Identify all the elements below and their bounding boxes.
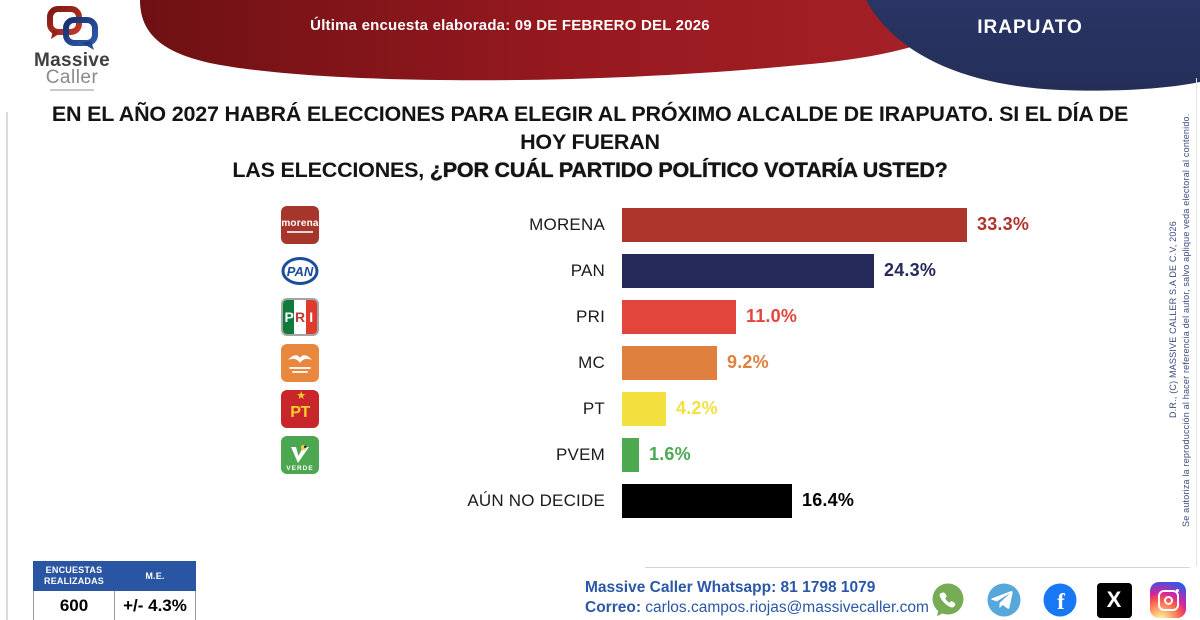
whatsapp-number: 81 1798 1079 bbox=[780, 579, 876, 596]
bar-label-1: PAN bbox=[570, 261, 605, 280]
bar-value-3: 9.2% bbox=[727, 352, 769, 372]
bar-label-2: PRI bbox=[576, 307, 605, 326]
disclaimer-vertical-text: Se autoriza la reproducción al hacer referencia del autor, salvo aplique veda electoral al contenido. bbox=[1181, 113, 1191, 527]
bar-value-2: 11.0% bbox=[746, 306, 798, 326]
bar-value-0: 33.3% bbox=[977, 214, 1030, 234]
bar-5 bbox=[622, 438, 639, 472]
bar-label-6: AÚN NO DECIDE bbox=[467, 491, 605, 510]
logo-word-caller: Caller bbox=[45, 67, 99, 88]
stats-value-me: +/- 4.3% bbox=[115, 591, 196, 620]
instagram-icon[interactable] bbox=[1149, 581, 1187, 619]
facebook-icon[interactable] bbox=[1041, 581, 1079, 619]
stats-header-encuestas: ENCUESTAS REALIZADAS bbox=[34, 562, 115, 591]
whatsapp-icon[interactable] bbox=[929, 581, 967, 619]
bar-value-6: 16.4% bbox=[802, 490, 855, 510]
pvem-logo: VERDE bbox=[281, 436, 319, 474]
bar-label-3: MC bbox=[578, 353, 605, 372]
svg-text:PAN: PAN bbox=[286, 264, 314, 279]
whatsapp-label: Massive Caller Whatsapp: bbox=[585, 579, 777, 596]
bar-value-5: 1.6% bbox=[649, 444, 691, 464]
last-survey-banner: Última encuesta elaborada: 09 DE FEBRERO DEL 2026 bbox=[310, 17, 710, 34]
stats-value-encuestas: 600 bbox=[34, 591, 115, 620]
question-line2-prefix: LAS ELECCIONES, bbox=[232, 158, 430, 182]
footer-divider bbox=[645, 567, 1190, 568]
copyright-vertical-text: D.R., (C) MASSIVE CALLER S.A DE C.V, 2026 bbox=[1168, 221, 1178, 419]
x-icon[interactable]: X bbox=[1095, 581, 1133, 619]
email-address[interactable]: carlos.campos.riojas@massivecaller.com bbox=[645, 599, 929, 616]
contact-block bbox=[585, 578, 929, 618]
pt-logo: ★ PT bbox=[281, 390, 319, 428]
bar-label-4: PT bbox=[582, 399, 605, 418]
bar-label-0: MORENA bbox=[529, 215, 605, 234]
bar-0 bbox=[622, 208, 967, 242]
bar-6 bbox=[622, 484, 792, 518]
whatsapp-line bbox=[585, 578, 929, 598]
question-line1: EN EL AÑO 2027 HABRÁ ELECCIONES PARA ELEGIR AL PRÓXIMO ALCALDE DE IRAPUATO. SI EL DÍA DE HOY FUERAN bbox=[51, 102, 1129, 154]
bar-label-5: PVEM bbox=[556, 445, 605, 464]
question-line2-emphasis: ¿POR CUÁL PARTIDO POLÍTICO VOTARÍA USTED? bbox=[429, 158, 948, 182]
svg-text:f: f bbox=[1057, 589, 1065, 614]
bar-3 bbox=[622, 346, 717, 380]
bar-1 bbox=[622, 254, 874, 288]
slide-edge-right bbox=[1196, 78, 1197, 566]
telegram-icon[interactable] bbox=[985, 581, 1023, 619]
sample-stats-table bbox=[33, 561, 196, 620]
bar-2 bbox=[622, 300, 736, 334]
city-label: IRAPUATO bbox=[977, 17, 1083, 38]
bar-4 bbox=[622, 392, 666, 426]
morena-logo: morena bbox=[281, 206, 319, 244]
email-label: Correo: bbox=[585, 599, 641, 616]
bar-value-1: 24.3% bbox=[884, 260, 937, 280]
pri-logo: P R I bbox=[281, 298, 319, 336]
slide-edge-left bbox=[6, 112, 8, 620]
email-line bbox=[585, 598, 929, 618]
logo-word-massive: Massive bbox=[33, 50, 111, 71]
bar-value-4: 4.2% bbox=[676, 398, 718, 418]
stats-header-me: M.E. bbox=[115, 562, 196, 591]
